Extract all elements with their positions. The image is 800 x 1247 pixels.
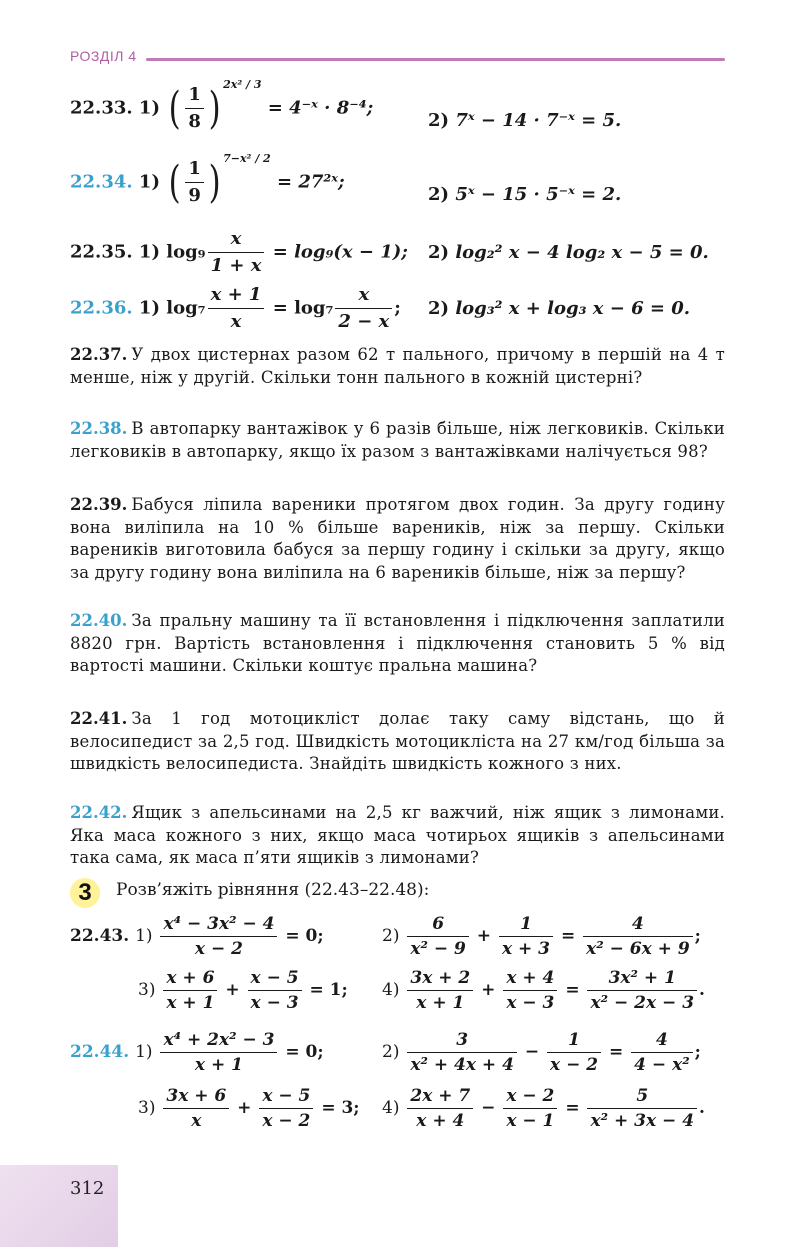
equation: 7ˣ − 14 · 7⁻ˣ = 5. — [455, 110, 622, 131]
fraction: $\frac{5}{\text{x² + 3x − 4}}$ — [587, 1086, 697, 1131]
exercise-number: 22.35. — [70, 241, 133, 263]
exercise-22-44-part-1 — [70, 1030, 324, 1075]
problem-text: Бабуся ліпила вареники протягом двох годин. За другу годину вона виліпила на 10 % більше вареників, ніж за першу. Скільки вареників виготовила бабуся за першу годину і скільки за другу, якщо за другу годину вона виліпила на 6 вареників більше, ніж за першу? — [70, 495, 725, 582]
exercise-22-36 — [70, 284, 401, 333]
exercise-22-44-part-2 — [382, 1030, 701, 1075]
part-label: 1) — [138, 241, 160, 263]
exercise-22-34 — [70, 152, 345, 208]
problem-22-40 — [70, 610, 725, 678]
operator: = — [565, 980, 580, 1000]
operator: = — [608, 1042, 624, 1062]
punctuation: ; — [694, 1042, 701, 1062]
part-label: 2) — [382, 1042, 400, 1062]
fraction: $\frac{6}{\text{x² − 9}}$ — [407, 914, 469, 959]
right-paren: ) — [208, 82, 221, 134]
operator: + — [237, 1098, 252, 1118]
exercise-22-43-part-4 — [382, 968, 705, 1013]
fraction: $\frac{x + 6}{x + 1}$ — [163, 968, 217, 1013]
equation-rhs: = log₉(x − 1); — [272, 241, 408, 263]
problem-number: 22.41. — [70, 709, 128, 728]
part-label: 1) — [138, 297, 160, 319]
fraction: $\frac{4}{\text{x² − 6x + 9}}$ — [583, 914, 693, 959]
part-label: 2) — [428, 184, 450, 205]
problem-number: 22.39. — [70, 495, 128, 514]
operator: + — [225, 980, 240, 1000]
part-label: 3) — [138, 1098, 156, 1118]
part-label: 2) — [428, 298, 450, 319]
part-label: 2) — [428, 110, 450, 131]
left-paren: ( — [168, 156, 181, 208]
equation-rhs: = 27²ˣ; — [276, 171, 345, 193]
header-rule — [146, 58, 725, 61]
log-symbol: log₇ — [166, 297, 206, 319]
operator: − — [524, 1042, 540, 1062]
equation: log₂² x − 4 log₂ x − 5 = 0. — [455, 242, 709, 263]
exercise-number: 22.44. — [70, 1042, 130, 1062]
problem-text: За 1 год мотоцикліст долає таку саму відстань, що й велосипедист за 2,5 год. Швидкість мотоцикліста на 27 км/год більша за швидкість велосипедиста. Знайдіть швидкість кожного з них. — [70, 709, 725, 773]
part-label: 1) — [135, 1042, 153, 1062]
fraction: $\frac{x + 4}{x - 3}$ — [503, 968, 557, 1013]
equation-rhs: = 0; — [285, 926, 324, 946]
fraction: $\frac{x - 5}{x - 2}$ — [259, 1086, 313, 1131]
fraction: $\frac{1}{x - 2}$ — [547, 1030, 601, 1075]
operator: + — [476, 926, 492, 946]
part-label: 4) — [382, 980, 400, 1000]
exercise-22-36-part-2 — [428, 298, 690, 320]
exercise-22-43-part-1 — [70, 914, 324, 959]
exercise-22-33 — [70, 78, 374, 134]
operator: − — [481, 1098, 496, 1118]
exercise-22-44-part-4 — [382, 1086, 705, 1131]
exercise-22-35-part-2 — [428, 242, 709, 264]
fraction: $\frac{1}{x + 3}$ — [499, 914, 553, 959]
equation-rhs: = 4⁻ˣ · 8⁻⁴; — [267, 97, 374, 119]
problem-text: Ящик з апельсинами на 2,5 кг важчий, ніж ящик з лимонами. Яка маса кожного з них, якщо маса чотирьох ящиків з апельсинами така сама, як маса п’яти ящиків з лимонами? — [70, 803, 725, 867]
level-instruction: Розв’яжіть рівняння (22.43–22.48): — [116, 880, 430, 900]
section-label: РОЗДІЛ 4 — [70, 48, 137, 64]
problem-text: В автопарку вантажівок у 6 разів більше, ніж легковиків. Скільки легковиків в автопарку, якщо їх разом з вантажівками налічується 98? — [70, 419, 725, 461]
fraction: $\frac{3x + 6}{x}$ — [163, 1086, 229, 1131]
part-label: 2) — [428, 242, 450, 263]
page-number: 312 — [70, 1178, 105, 1199]
fraction: $\frac{x + 1}{x}$ — [208, 284, 265, 333]
problem-22-38 — [70, 418, 725, 463]
fraction: $\frac{\text{x⁴ − 3x² − 4}}{x - 2}$ — [160, 914, 277, 959]
punctuation: . — [699, 1098, 705, 1118]
exponent: 2x² / 3 — [223, 78, 262, 91]
problem-22-42 — [70, 802, 725, 870]
equation-rhs: = 0; — [285, 1042, 324, 1062]
fraction: $\frac{x - 5}{x - 3}$ — [248, 968, 302, 1013]
fraction: $\frac{4}{\text{4 − x²}}$ — [631, 1030, 693, 1075]
part-label: 4) — [382, 1098, 400, 1118]
log-symbol: log₉ — [166, 241, 206, 263]
part-label: 1) — [135, 926, 153, 946]
operator: = — [560, 926, 576, 946]
problem-text: У двох цистернах разом 62 т пального, причому в першій на 4 т менше, ніж у другій. Скільки тонн пального в кожній цистерні? — [70, 345, 725, 387]
exercise-number: 22.33. — [70, 97, 133, 119]
fraction: $\frac{\text{3x² + 1}}{\text{x² − 2x − 3}}$ — [587, 968, 697, 1013]
equation-rhs: = 1; — [309, 980, 348, 1000]
exercise-number: 22.36. — [70, 297, 133, 319]
fraction: $\frac{1}{9}$ — [185, 158, 204, 207]
exercise-number: 22.34. — [70, 171, 133, 193]
fraction: $\frac{x}{1 + x}$ — [208, 228, 265, 277]
problem-number: 22.37. — [70, 345, 128, 364]
exponent: 7−x² / 2 — [223, 152, 271, 165]
part-label: 2) — [382, 926, 400, 946]
fraction: $\frac{1}{8}$ — [185, 84, 204, 133]
fraction: $\frac{\text{x⁴ + 2x² − 3}}{x + 1}$ — [160, 1030, 277, 1075]
exercise-22-35 — [70, 228, 408, 277]
exercise-number: 22.43. — [70, 926, 130, 946]
level-badge: 3 — [70, 878, 100, 908]
right-paren: ) — [208, 156, 221, 208]
exercise-22-43-part-2 — [382, 914, 701, 959]
equals-log: = log₇ — [272, 297, 334, 319]
equation-rhs: = 3; — [321, 1098, 360, 1118]
operator: + — [481, 980, 496, 1000]
problem-number: 22.40. — [70, 611, 128, 630]
fraction: $\frac{3}{\text{x² + 4x + 4}}$ — [407, 1030, 517, 1075]
exercise-22-43-part-3 — [138, 968, 348, 1013]
problem-text: За пральну машину та її встановлення і підключення заплатили 8820 грн. Вартість встановлення і підключення становить 5 % від вартості машини. Скільки коштує пральна машина? — [70, 611, 725, 675]
equation: 5ˣ − 15 · 5⁻ˣ = 2. — [455, 184, 622, 205]
punctuation: ; — [394, 297, 401, 319]
exercise-22-34-part-2 — [428, 184, 621, 206]
problem-22-41 — [70, 708, 725, 776]
part-label: 1) — [138, 97, 160, 119]
fraction: $\frac{3x + 2}{x + 1}$ — [407, 968, 473, 1013]
page-header — [70, 46, 725, 66]
problem-number: 22.38. — [70, 419, 128, 438]
exercise-22-33-part-2 — [428, 110, 621, 132]
exercise-22-44-part-3 — [138, 1086, 360, 1131]
fraction: $\frac{x}{2 - x}$ — [335, 284, 392, 333]
left-paren: ( — [168, 82, 181, 134]
operator: = — [565, 1098, 580, 1118]
fraction: $\frac{2x + 7}{x + 4}$ — [407, 1086, 473, 1131]
problem-22-39 — [70, 494, 725, 584]
part-label: 1) — [138, 171, 160, 193]
problem-22-37 — [70, 344, 725, 389]
problem-number: 22.42. — [70, 803, 128, 822]
part-label: 3) — [138, 980, 156, 1000]
fraction: $\frac{x - 2}{x - 1}$ — [503, 1086, 557, 1131]
punctuation: ; — [694, 926, 701, 946]
equation: log₃² x + log₃ x − 6 = 0. — [455, 298, 690, 319]
punctuation: . — [699, 980, 705, 1000]
